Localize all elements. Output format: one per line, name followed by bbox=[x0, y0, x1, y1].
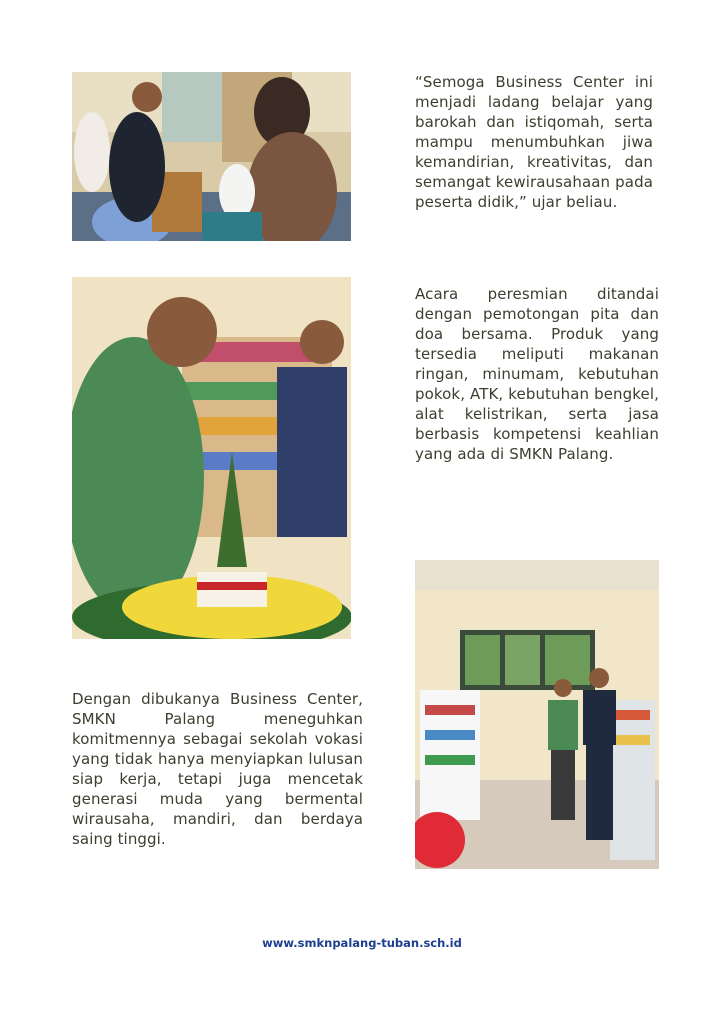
photo-tumpeng-cutting bbox=[72, 277, 351, 639]
article-paragraph-ceremony: Acara peresmian ditandai dengan pemotongan pita dan doa bersama. Produk yang tersedia meliputi makanan ringan, minumam, kebutuhan pokok, ATK, kebutuhan bengkel, alat kelistrikan, serta jasa berbasis kompetensi keahlian yang ada di SMKN Palang. bbox=[415, 285, 659, 463]
footer-website-link[interactable]: www.smknpalang-tuban.sch.id bbox=[262, 936, 462, 950]
photo-store-counter bbox=[72, 72, 351, 241]
article-paragraph-conclusion: Dengan dibukanya Business Center, SMKN Palang meneguhkan komitmennya sebagai sekolah vokasi yang tidak hanya menyiapkan lulusan siap kerja, tetapi juga mencetak generasi muda yang bermental wirausaha, mandiri, dan berdaya saing tinggi. bbox=[72, 690, 363, 848]
article-paragraph-quote: “Semoga Business Center ini menjadi ladang belajar yang barokah dan istiqomah, serta mampu menumbuhkan jiwa kemandirian, kreativitas, dan semangat kewirausahaan pada peserta didik,” ujar beliau. bbox=[415, 73, 653, 211]
photo-store-interior bbox=[415, 560, 659, 869]
